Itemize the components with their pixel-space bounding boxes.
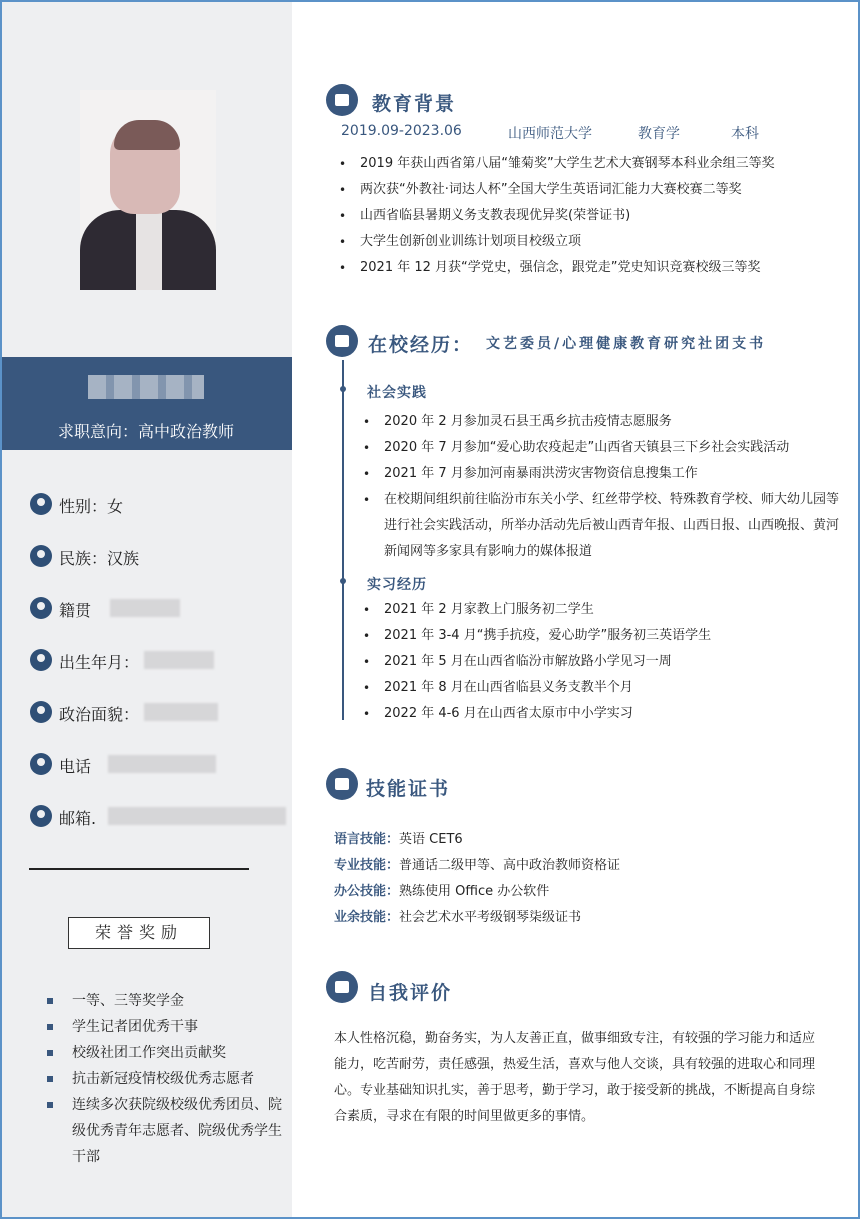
skill-hobby: 业余技能：社会艺术水平考级钢琴柒级证书 <box>334 910 582 925</box>
list-item: 校级社团工作突出贡献奖 <box>46 1040 284 1066</box>
section-title-skills: 技能证书 <box>366 778 451 800</box>
edu-school: 山西师范大学 <box>508 126 592 142</box>
list-item: • 2022 年 4-6 月在山西省太原市中小学实习 <box>362 701 842 727</box>
skill-office: 办公技能：熟练使用 Office 办公软件 <box>334 884 550 899</box>
list-item: • 2021 年 12 月获“学党史，强信念，跟党走”党史知识竞赛校级三等奖 <box>338 255 838 281</box>
list-item: • 2019 年获山西省第八届“雏菊奖”大学生艺术大赛钢琴本科业余组三等奖 <box>338 151 838 177</box>
subheading-social: 社会实践 <box>367 385 427 401</box>
list-item: • 大学生创新创业训练计划项目校级立项 <box>338 229 838 255</box>
section-title-campus: 在校经历： <box>368 334 474 356</box>
campus-roles: 文艺委员/心理健康教育研究社团支书 <box>486 336 767 352</box>
list-item: • 在校期间组织前往临汾市东关小学、红丝带学校、特殊教育学校、师大幼儿园等进行社会实践活动，所举办活动先后被山西青年报、山西日报、山西晚报、黄河新闻网等多家具有影响力的媒体报道 <box>362 487 842 565</box>
skill-professional: 专业技能：普通话二级甲等、高中政治教师资格证 <box>334 858 621 873</box>
list-item: 抗击新冠疫情校级优秀志愿者 <box>46 1066 284 1092</box>
edu-period: 2019.09-2023.06 <box>341 123 462 139</box>
subheading-intern: 实习经历 <box>367 577 427 593</box>
sidebar: 求职意向：高中政治教师 性别：女 民族：汉族 籍贯 出生年月： 政治面貌： 电话 邮箱. 荣誉奖励 一等、三等奖学金 学生记者团优秀干事 校级社团工作突出贡献奖 抗击新冠疫情校级优秀志愿者 连续多次获院级校级优秀团员、院级优秀青年志愿者、院级优秀学生干部 <box>0 0 292 1219</box>
section-title-education: 教育背景 <box>372 93 457 115</box>
section-title-self-eval: 自我评价 <box>368 982 453 1004</box>
edu-major: 教育学 <box>638 126 680 142</box>
list-item: 学生记者团优秀干事 <box>46 1014 284 1040</box>
list-item: 连续多次获院级校级优秀团员、院级优秀青年志愿者、院级优秀学生干部 <box>46 1092 284 1170</box>
list-item: • 2021 年 3-4 月“携手抗疫，爱心助学”服务初三英语学生 <box>362 623 842 649</box>
list-item: • 2020 年 7 月参加“爱心助农疫起走”山西省天镇县三下乡社会实践活动 <box>362 435 842 461</box>
list-item: 一等、三等奖学金 <box>46 988 284 1014</box>
skill-language: 语言技能：英语 CET6 <box>334 832 463 847</box>
list-item: • 2021 年 2 月家教上门服务初二学生 <box>362 597 842 623</box>
list-item: • 2020 年 2 月参加灵石县王禹乡抗击疫情志愿服务 <box>362 409 842 435</box>
self-eval-text: 本人性格沉稳，勤奋务实，为人友善正直，做事细致专注，有较强的学习能力和适应能力，吃苦耐劳，责任感强，热爱生活，喜欢与他人交谈，具有较强的进取心和同理心。专业基础知识扎实，善于思考，勤于学习，敢于接受新的挑战，不断提高自身综合素质，寻求在有限的时间里做更多的事情。 <box>334 1031 816 1124</box>
job-intent: 求职意向：高中政治教师 <box>57 422 234 441</box>
list-item: • 2021 年 8 月在山西省临县义务支教半个月 <box>362 675 842 701</box>
edu-degree: 本科 <box>731 126 759 142</box>
honors-heading: 荣誉奖励 <box>68 917 210 949</box>
list-item: • 2021 年 7 月参加河南暴雨洪涝灾害物资信息搜集工作 <box>362 461 842 487</box>
list-item: • 山西省临县暑期义务支教表现优异奖(荣誉证书) <box>338 203 838 229</box>
list-item: • 两次获“外教社·词达人杯”全国大学生英语词汇能力大赛校赛二等奖 <box>338 177 838 203</box>
list-item: • 2021 年 5 月在山西省临汾市解放路小学见习一周 <box>362 649 842 675</box>
